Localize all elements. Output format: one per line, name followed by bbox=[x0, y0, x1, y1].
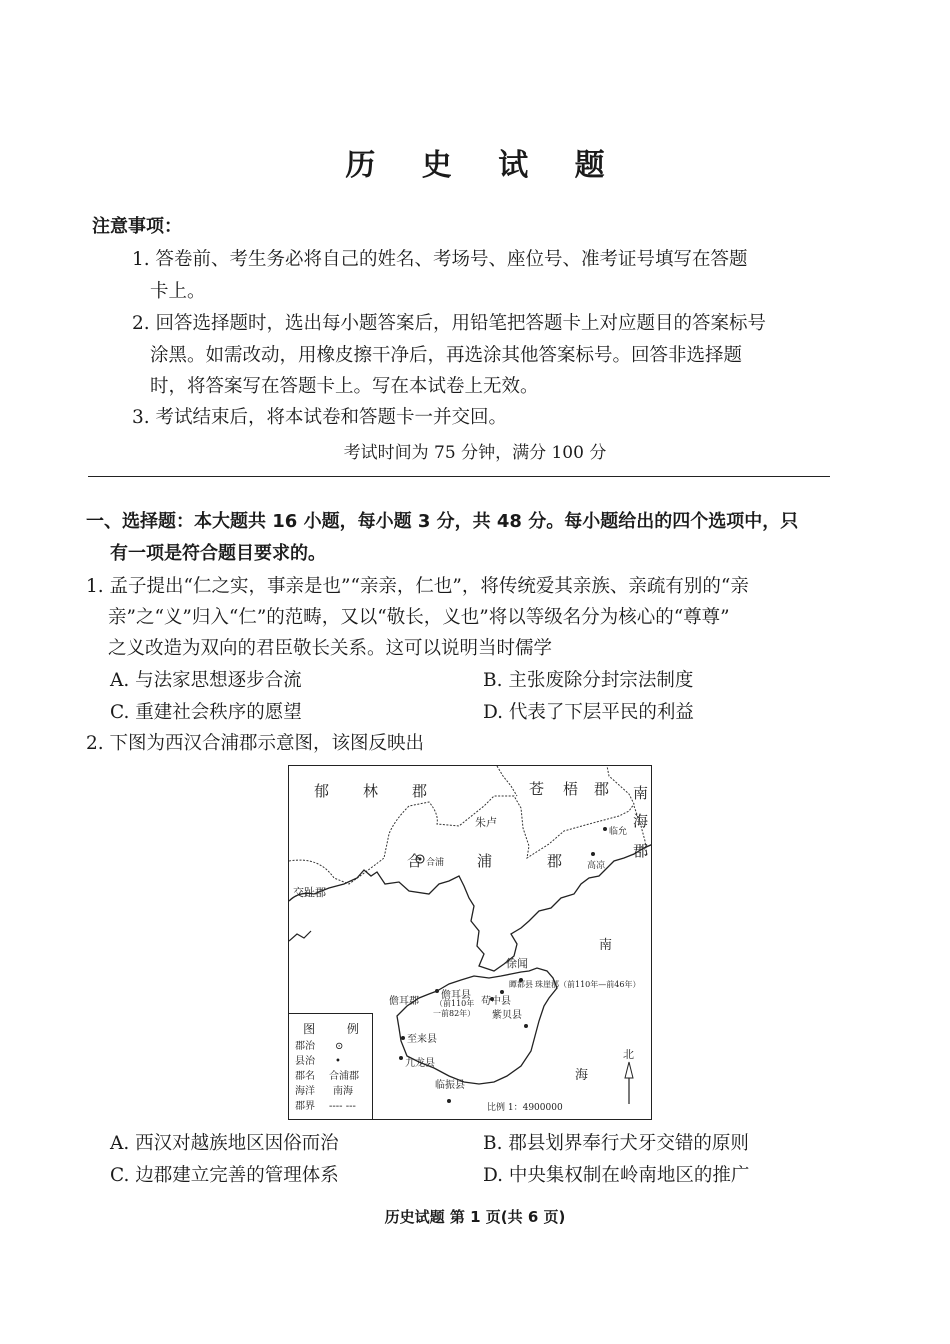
notice-item-2: 2. 回答选择题时，选出每小题答案后，用铅笔把答题卡上对应题目的答案标号 bbox=[132, 313, 767, 334]
notice-item-1: 1. 答卷前、考生务必将自己的姓名、考场号、座位号、准考证号填写在答题 bbox=[132, 249, 748, 270]
label-zibei: 紫贝县 bbox=[492, 1010, 522, 1021]
label-nanhai-1: 南 bbox=[633, 784, 649, 802]
label-jiaozhi: 交趾郡 bbox=[293, 886, 326, 899]
notice-item-3: 3. 考试结束后，将本试卷和答题卡一并交回。 bbox=[132, 407, 508, 428]
question-1-option-a: A. 与法家思想逐步合流 bbox=[110, 670, 302, 691]
page-title: 历 史 试 题 bbox=[345, 148, 623, 183]
question-2-option-c: C. 边郡建立完善的管理体系 bbox=[110, 1165, 339, 1186]
label-gaoliang: 高凉 bbox=[587, 861, 606, 871]
section-heading: 一、选择题：本大题共 16 小题，每小题 3 分，共 48 分。每小题给出的四个选项中，只 bbox=[86, 511, 799, 532]
label-hepu-2: 浦 bbox=[477, 852, 493, 870]
map-scale: 比例 1：4900000 bbox=[487, 1103, 563, 1113]
label-daner-dates-1: （前110年 bbox=[435, 999, 475, 1008]
label-zhulu: 朱卢 bbox=[475, 816, 497, 829]
label-cangwu-1: 苍 bbox=[529, 780, 545, 798]
notice-heading: 注意事项： bbox=[92, 216, 182, 237]
label-south-sea-2: 海 bbox=[575, 1068, 589, 1083]
label-linyun: 临允 bbox=[609, 827, 628, 837]
label-jiulong: 九龙县 bbox=[405, 1058, 435, 1069]
map-legend: 图 例 郡治 ⊙ 县治 • 郡名 合浦郡 海洋 南海 郡界 ---- --- bbox=[289, 1013, 373, 1120]
label-nanhai-2: 海 bbox=[633, 812, 649, 830]
question-2-option-a: A. 西汉对越族地区因俗而治 bbox=[110, 1133, 339, 1154]
label-yulin-3: 郡 bbox=[412, 782, 428, 800]
hepu-commandery-map bbox=[288, 765, 652, 1120]
legend-title: 图 例 bbox=[303, 1022, 373, 1036]
label-hepu-1: 合 bbox=[407, 852, 423, 870]
dashed-boundary-icon: ---- --- bbox=[329, 1101, 356, 1112]
label-daner-commandery: 儋耳郡 bbox=[389, 996, 419, 1007]
label-hepu-3: 郡 bbox=[547, 852, 563, 870]
label-gouzhong: 苟中县 bbox=[481, 996, 511, 1007]
question-1-option-b: B. 主张废除分封宗法制度 bbox=[483, 670, 694, 691]
north-arrow-label: 北 bbox=[623, 1048, 634, 1061]
commandery-seat-icon: ⊙ bbox=[335, 1041, 344, 1052]
label-zhuya: 珠崖郡（前110年—前46年） bbox=[535, 980, 641, 989]
section-heading-cont: 有一项是符合题目要求的。 bbox=[110, 543, 326, 564]
label-nanhai-3: 郡 bbox=[633, 842, 649, 860]
question-1-option-c: C. 重建社会秩序的愿望 bbox=[110, 702, 302, 723]
label-yulin-1: 郁 bbox=[314, 782, 330, 800]
question-1-stem-cont: 亲”之“义”归入“仁”的范畴，又以“敬长，义也”将以等级名分为核心的“尊尊” bbox=[108, 607, 730, 628]
question-2-option-b: B. 郡县划界奉行犬牙交错的原则 bbox=[483, 1133, 749, 1154]
label-yulin-2: 林 bbox=[363, 782, 379, 800]
label-xuwen: 徐闻 bbox=[506, 957, 528, 970]
label-hepu-seat: 合浦 bbox=[426, 858, 445, 868]
label-south-sea-1: 南 bbox=[599, 938, 613, 953]
page-footer: 历史试题 第 1 页(共 6 页) bbox=[384, 1208, 566, 1226]
label-daner-dates-2: 一前82年） bbox=[433, 1009, 476, 1018]
label-cangwu-2: 梧 bbox=[563, 780, 579, 798]
notice-item-1-cont: 卡上。 bbox=[150, 281, 206, 302]
label-zhandu: 瞫都县 bbox=[509, 980, 533, 989]
question-1-option-d: D. 代表了下层平民的利益 bbox=[483, 702, 694, 723]
question-2-stem: 2. 下图为西汉合浦郡示意图，该图反映出 bbox=[86, 733, 425, 754]
question-1-stem-cont2: 之义改造为双向的君臣敬长关系。这可以说明当时儒学 bbox=[108, 638, 553, 659]
label-cangwu-3: 郡 bbox=[594, 780, 610, 798]
exam-time-score: 考试时间为 75 分钟，满分 100 分 bbox=[343, 443, 607, 463]
question-1-stem: 1. 孟子提出“仁之实，事亲是也”“亲亲，仁也”，将传统爱其亲族、亲疏有别的“亲 bbox=[86, 576, 749, 597]
label-zhilai: 至来县 bbox=[407, 1034, 437, 1045]
county-seat-icon: • bbox=[335, 1056, 341, 1067]
divider bbox=[88, 476, 830, 477]
question-2-option-d: D. 中央集权制在岭南地区的推广 bbox=[483, 1165, 750, 1186]
notice-item-2-cont2: 时，将答案写在答题卡上。写在本试卷上无效。 bbox=[150, 376, 539, 397]
label-linzhen: 临振县 bbox=[435, 1080, 465, 1091]
label-daner-county: 儋耳县 bbox=[441, 990, 471, 1001]
notice-item-2-cont: 涂黑。如需改动，用橡皮擦干净后，再选涂其他答案标号。回答非选择题 bbox=[150, 345, 743, 366]
